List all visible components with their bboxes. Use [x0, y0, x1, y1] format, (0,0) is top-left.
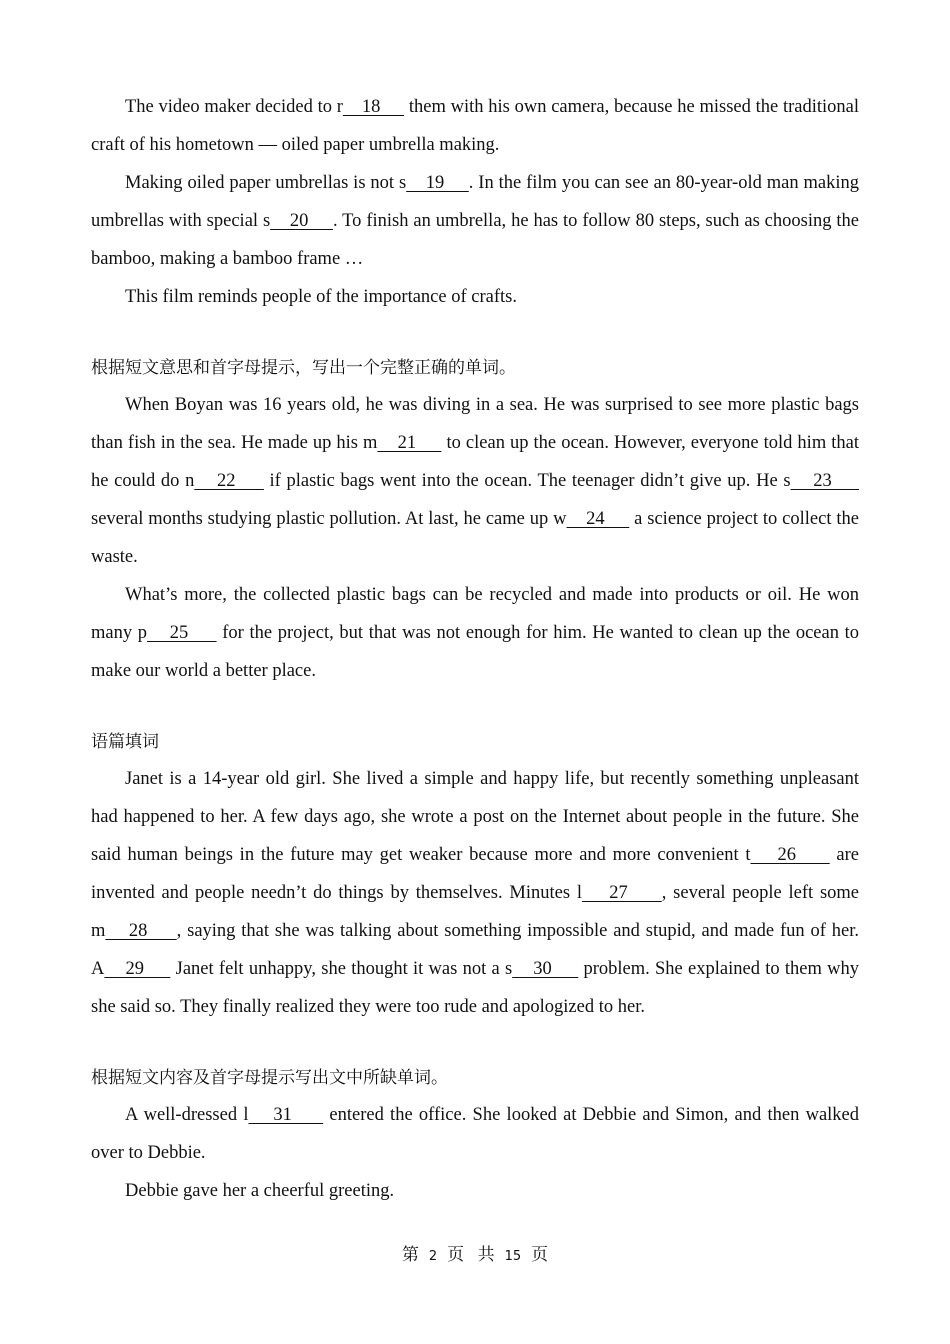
blank-25: 25 [147, 623, 217, 643]
blank-21: 21 [377, 433, 442, 453]
section-instruction: 根据短文意思和首字母提示，写出一个完整正确的单词。 [91, 358, 516, 378]
text-segment: a science project to collect the waste. [91, 509, 859, 567]
blank-27: 27 [581, 883, 662, 903]
text-segment: . To finish an umbrella, he has to follow 80 steps, such as choosing the bamboo, making a bamboo frame … [91, 211, 860, 269]
blank-29: 29 [104, 959, 171, 979]
paragraph [91, 164, 859, 278]
text-segment: When Boyan was 16 years old, he was diving in a sea. He was surprised to see more plastic bags than fish in the sea. He made up his m [91, 395, 859, 453]
paragraph: This film reminds people of the importance of crafts. [125, 287, 517, 307]
text-segment: to clean up the ocean. However, everyone told him that he could do n [91, 433, 860, 491]
footer-prefix: 第 [401, 1245, 419, 1265]
blank-26: 26 [750, 845, 830, 865]
text-segment: for the project, but that was not enough for him. He wanted to clean up the ocean to make our world a better place. [91, 623, 860, 681]
total-page-number: 15 [504, 1249, 522, 1264]
text-segment: The video maker decided to r [125, 97, 343, 117]
text-segment: if plastic bags went into the ocean. The teenager didn’t give up. He s [263, 471, 791, 491]
blank-24: 24 [566, 509, 630, 529]
page-footer [0, 1240, 950, 1265]
footer-suffix: 页 [531, 1245, 549, 1265]
blank-19: 19 [406, 173, 469, 193]
text-segment: , saying that she was talking about something impossible and stupid, and made fun of her. A [91, 921, 860, 979]
paragraph [91, 386, 859, 576]
paragraph [91, 1096, 859, 1172]
text-segment: Making oiled paper umbrellas is not s [125, 173, 407, 193]
text-segment: them with his own camera, because he missed the traditional craft of his hometown — oiled paper umbrella making. [91, 97, 859, 155]
text-segment: several months studying plastic pollution. At last, he came up w [91, 509, 567, 529]
text-segment: . In the film you can see an 80-year-old man making umbrellas with special s [91, 173, 859, 231]
blank-22: 22 [194, 471, 264, 491]
text-segment: Janet felt unhappy, she thought it was not a s [170, 959, 513, 979]
current-page-number: 2 [428, 1249, 438, 1264]
footer-total-word: 共 [477, 1245, 495, 1265]
section-instruction: 语篇填词 [91, 732, 159, 752]
paragraph: Debbie gave her a cheerful greeting. [125, 1181, 395, 1201]
text-segment: What’s more, the collected plastic bags can be recycled and made into products or oil. He won many p [91, 585, 859, 643]
text-segment: are invented and people needn’t do things by themselves. Minutes l [91, 845, 859, 903]
blank-28: 28 [105, 921, 177, 941]
text-segment: Janet is a 14-year old girl. She lived a simple and happy life, but recently something unpleasant had happened to her. A few days ago, she wrote a post on the Internet about people in the future. She said human beings in the future may get weaker because more and more convenient t [91, 769, 859, 865]
blank-18: 18 [342, 97, 405, 117]
blank-30: 30 [512, 959, 579, 979]
paragraph [91, 760, 859, 1026]
text-segment: , several people left some m [91, 883, 860, 941]
text-segment: problem. She explained to them why she said so. They finally realized they were too rude and apologized to her. [91, 959, 860, 1017]
text-segment: entered the office. She looked at Debbie and Simon, and then walked over to Debbie. [91, 1105, 859, 1163]
blank-31: 31 [248, 1105, 324, 1125]
paragraph [91, 88, 859, 164]
paragraph [91, 576, 859, 690]
text-segment: A well-dressed l [125, 1105, 249, 1125]
document-page [91, 88, 859, 1210]
section-instruction: 根据短文内容及首字母提示写出文中所缺单词。 [91, 1068, 448, 1088]
footer-page-word: 页 [447, 1245, 465, 1265]
blank-23: 23 [790, 471, 860, 491]
blank-20: 20 [270, 211, 333, 231]
